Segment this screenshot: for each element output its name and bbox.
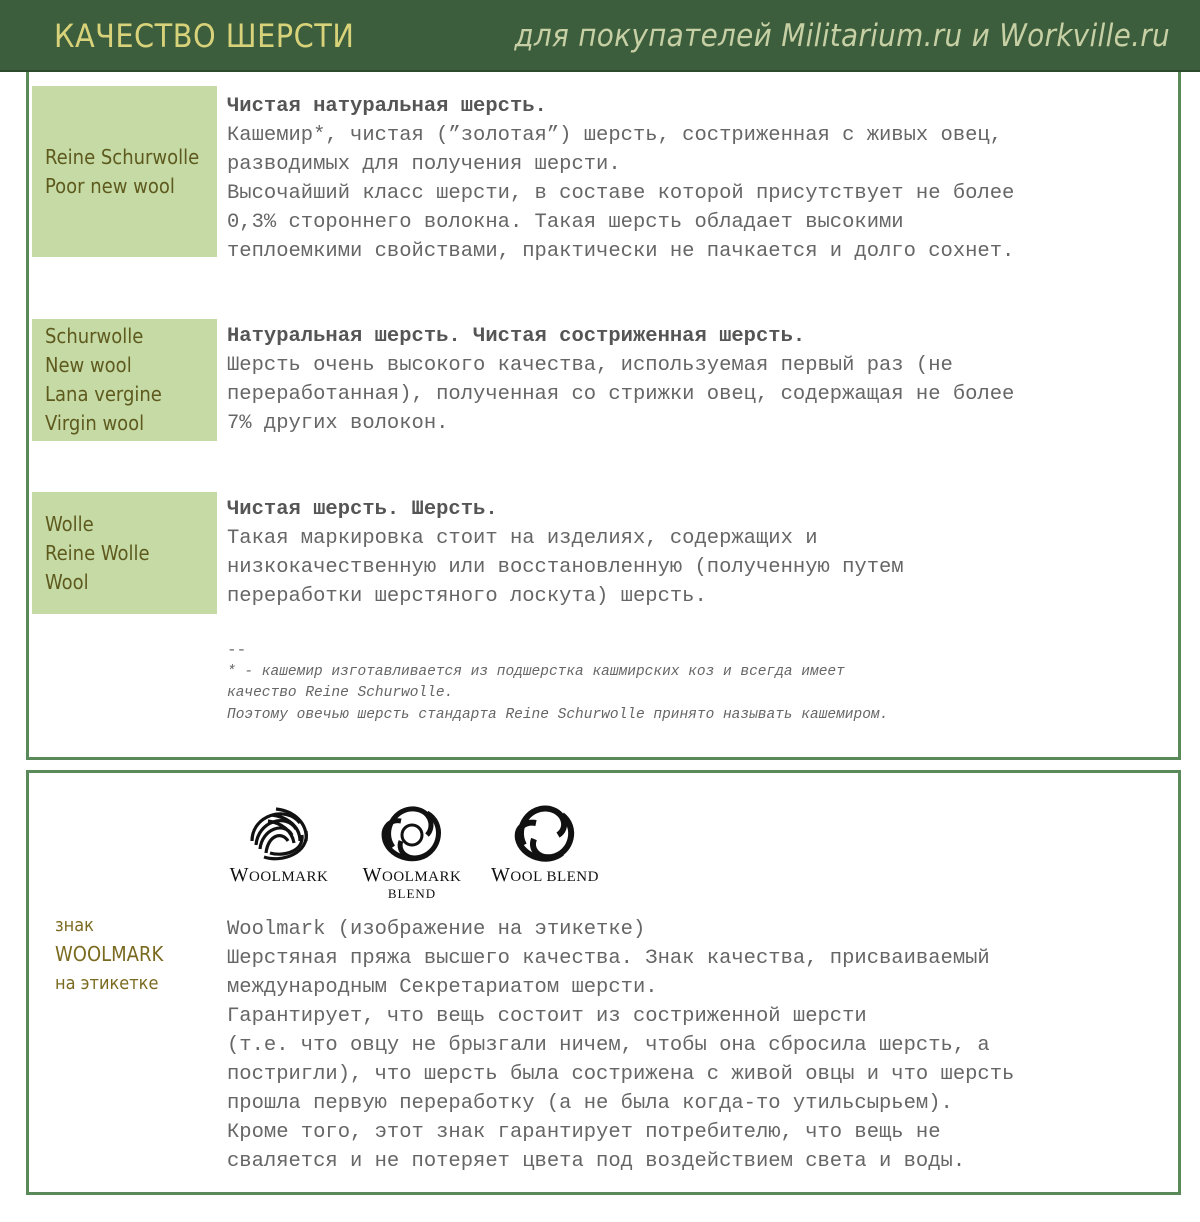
label-line: Virgin wool [45, 411, 145, 435]
label-line: Poor new wool [45, 173, 175, 198]
label-line: Reine Schurwolle [45, 144, 200, 169]
caption-initial: W [491, 864, 511, 886]
text-line: переработки шерстяного лоскута) шерсть. [227, 585, 707, 608]
text-line: Высочайший класс шерсти, в составе которой присутствует не более [227, 182, 1015, 205]
caption-rest: OOLMARK [382, 869, 462, 885]
wool-quality-panel [26, 72, 1181, 760]
footnote-line: Поэтому овечью шерсть стандарта Reine Schurwolle принято называть кашемиром. [227, 706, 889, 723]
section-heading: Чистая натуральная шерсть. [227, 95, 547, 118]
text-line: переработанная), полученная со стрижки овец, содержащая не более [227, 383, 1015, 406]
woolmark-logo-icon [246, 801, 312, 865]
text-line: разводимых для получения шерсти. [227, 153, 621, 176]
section-text-schurwolle [227, 322, 1167, 438]
woolmark-panel [26, 770, 1181, 1195]
logo-caption [357, 865, 467, 887]
woolmark-label-line: знак [55, 915, 94, 936]
caption-initial: W [362, 864, 383, 886]
logo-caption [225, 865, 333, 887]
text-line: постригли), что шерсть была сострижена с живой овцы и что шерсть [227, 1063, 1015, 1086]
page-subtitle: для покупателей Militarium.ru и Workville.ru [514, 18, 1170, 54]
text-line: Кроме того, этот знак гарантирует потребителю, что вещь не [227, 1121, 941, 1144]
caption-rest: OOLMARK [249, 869, 329, 885]
wool-blend-logo-icon [512, 801, 578, 865]
text-line: низкокачественную или восстановленную (полученную путем [227, 556, 904, 579]
text-line: (т.е. что овцу не брызгали ничем, чтобы она сбросила шерсть, а [227, 1034, 990, 1057]
section-heading: Натуральная шерсть. Чистая состриженная шерсть. [227, 325, 806, 348]
woolmark-label-line: на этикетке [55, 973, 159, 994]
text-line: Woolmark (изображение на этикетке) [227, 918, 646, 941]
label-line: Wool [45, 569, 89, 594]
text-line: Такая маркировка стоит на изделиях, содержащих и [227, 527, 818, 550]
logo-caption [489, 865, 601, 887]
woolmark-logo [225, 801, 333, 887]
footnote [227, 640, 1167, 726]
page-title: КАЧЕСТВО ШЕРСТИ [54, 17, 355, 55]
footnote-separator: -- [227, 641, 247, 659]
text-line: Шерсть очень высокого качества, используемая первый раз (не [227, 354, 953, 377]
woolmark-label [55, 911, 163, 998]
wool-blend-logo [489, 801, 601, 887]
text-line: 7% других волокон. [227, 412, 449, 435]
woolmark-text [227, 915, 1167, 1176]
section-text-reine-schurwolle [227, 92, 1167, 266]
section-text-wolle [227, 495, 1167, 611]
text-line: Гарантирует, что вещь состоит из состриженной шерсти [227, 1005, 867, 1028]
section-label-wolle [32, 492, 217, 614]
text-line: Кашемир*, чистая (”золотая”) шерсть, состриженная с живых овец, [227, 124, 1003, 147]
text-line: сваляется и не потеряет цвета под воздействием света и воды. [227, 1150, 966, 1173]
woolmark-blend-logo-icon [379, 801, 445, 865]
text-line: международным Секретариатом шерсти. [227, 976, 658, 999]
label-line: Lana vergine [45, 382, 162, 406]
caption-rest: OOL BLEND [510, 869, 599, 885]
label-line: Reine Wolle [45, 540, 150, 565]
text-line: теплоемкими свойствами, практически не пачкается и долго сохнет. [227, 240, 1015, 263]
caption-initial: W [229, 864, 250, 886]
logo-subcaption: BLEND [387, 886, 437, 901]
section-heading: Чистая шерсть. Шерсть. [227, 498, 498, 521]
label-line: Wolle [45, 511, 94, 536]
woolmark-label-line: WOOLMARK [55, 942, 164, 966]
footnote-line: качество Reine Schurwolle. [227, 685, 454, 701]
section-label-schurwolle [32, 319, 217, 441]
text-line: прошла первую переработку (а не была когда-то утильсырьем). [227, 1092, 953, 1115]
label-line: Schurwolle [45, 324, 144, 348]
text-line: 0,3% стороннего волокна. Такая шерсть обладает высокими [227, 211, 904, 234]
section-label-reine-schurwolle [32, 86, 217, 257]
woolmark-logos [225, 801, 625, 905]
text-line: Шерстяная пряжа высшего качества. Знак качества, присваиваемый [227, 947, 990, 970]
page-header [0, 0, 1200, 72]
footnote-line: * - кашемир изготавливается из подшерстка кашмирских коз и всегда имеет [227, 663, 845, 680]
woolmark-blend-logo [357, 801, 467, 901]
label-line: New wool [45, 353, 132, 377]
